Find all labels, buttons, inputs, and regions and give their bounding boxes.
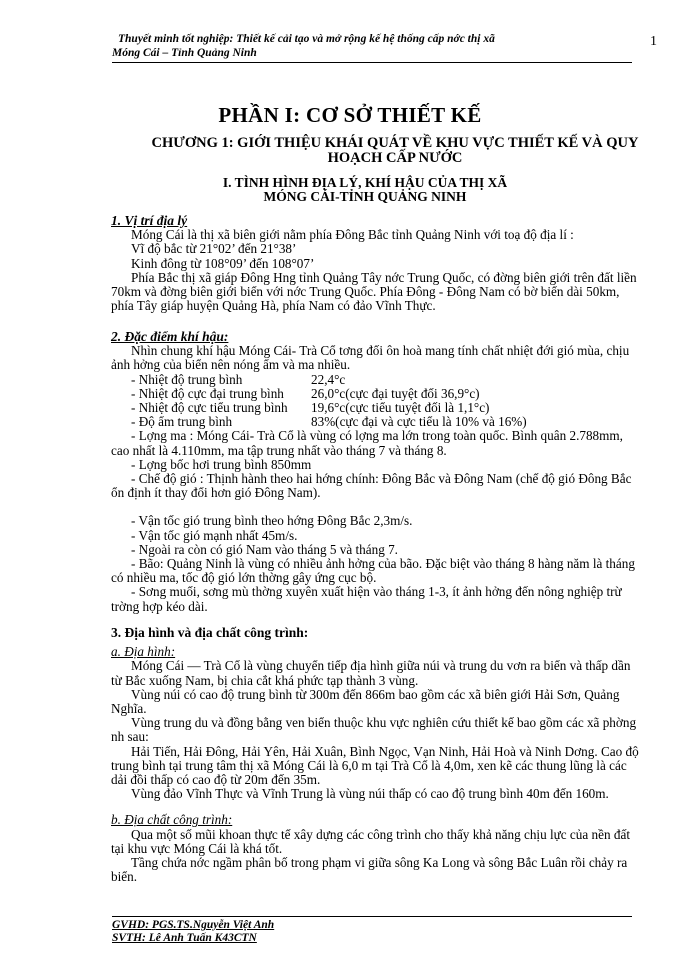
topography-paragraph-3: Vùng trung du và đồng bằng ven biển thuộc khu vực nghiên cứu thiết kế bao gồm các xã phờng nh sau: [111, 715, 637, 745]
topography-paragraph-4: Hải Tiến, Hải Đông, Hải Yên, Hải Xuân, Bình Ngọc, Vạn Ninh, Hải Hoà và Ninh Dơng. Cao độ trung bình tại trung tâm thị xã Móng Cái là 6,0 m tại Trà Cổ là 4,0m, xen kẽ các thung lũng là các dải đồi thấp có cao độ từ 20m đến 35m. [111, 743, 639, 788]
storm-paragraph: - Bão: Quảng Ninh là vùng có nhiều ảnh hởng của bão. Đặc biệt vào tháng 8 hàng năm là tháng có nhiều ma, tốc độ gió lớn thờng gây ứng cục bộ. [111, 555, 635, 586]
wind-regime-paragraph: - Chế độ gió : Thịnh hành theo hai hớng chính: Đông Bắc và Đông Nam (chế độ gió Đông Bắc ổn định ít thay đổi hơn gió Đông Nam). [111, 470, 632, 501]
terrain-heading: 3. Địa hình và địa chất công trình: [111, 625, 309, 640]
fog-paragraph: - Sơng muối, sơng mù thờng xuyên xuất hiện vào tháng 1-3, ít ảnh hởng đến nông nghiệp trừ trờng hợp kéo dài. [111, 584, 622, 614]
geology-paragraph-1: Qua một số mũi khoan thực tế xây dựng các công trình cho thấy khả năng chịu lực của nền đất tại khu vực Móng Cái là khá tốt. [111, 826, 630, 856]
footer-student: SVTH: Lê Anh Tuấn K43CTN [112, 932, 257, 944]
climate-value: 19,6°c(cực tiểu tuyệt đối là 1,1°c) [311, 399, 490, 415]
climate-row [111, 373, 643, 387]
chapter-title: CHƯƠNG 1: GIỚI THIỆU KHÁI QUÁT VỀ KHU VỰC THIẾT KẾ VÀ QUY HOẠCH CẤP NƯỚC [151, 135, 639, 166]
topography-paragraph-5: Vùng đảo Vĩnh Thực và Vĩnh Trung là vùng núi thấp có cao độ trung bình 40m đến 160m. [131, 786, 609, 802]
climate-heading: 2. Đặc điểm khí hậu: [111, 329, 229, 344]
wind-average-line: - Vận tốc gió trung bình theo hớng Đông Bắc 2,3m/s. [131, 513, 413, 529]
climate-label: - Độ ẩm trung bình [131, 414, 233, 430]
climate-label: - Nhiệt độ cực đại trung bình [131, 385, 284, 401]
topography-heading: a. Địa hình: [111, 644, 176, 660]
wind-max-line: - Vận tốc gió mạnh nhất 45m/s. [131, 527, 298, 543]
rainfall-paragraph: - Lợng ma : Móng Cái- Trà Cổ là vùng có lợng ma lớn trong toàn quốc. Bình quân 2.788mm, cao nhất là 4.110mm, ma tập trung nhất vào tháng 7 và tháng 8. [111, 428, 623, 458]
header-line-1: Thuyết minh tốt nghiệp: Thiết kế cải tạo và mở rộng kế hệ thống cấp nớc thị xã [118, 33, 495, 45]
location-heading: 1. Vị trí địa lý [111, 213, 188, 228]
section-location [111, 214, 643, 313]
latitude-line: Vĩ độ bắc từ 21°02’ đến 21°38’ [131, 241, 297, 257]
section-terrain [111, 626, 643, 884]
climate-row [111, 387, 643, 401]
climate-value: 83%(cực đại và cực tiểu là 10% và 16%) [311, 414, 527, 430]
section-climate [111, 330, 643, 614]
climate-value: 22,4°c [311, 371, 346, 387]
climate-label: - Nhiệt độ cực tiểu trung bình [131, 399, 288, 415]
climate-value: 26,0°c(cực đại tuyệt đối 36,9°c) [311, 385, 480, 401]
evaporation-line: - Lợng bốc hơi trung bình 850mm [131, 456, 312, 472]
footer-supervisor: GVHD: PGS.TS.Nguyễn Việt Anh [112, 919, 275, 931]
geology-heading: b. Địa chất công trình: [111, 812, 233, 828]
header-line-2: Móng Cái – Tỉnh Quảng Ninh [112, 47, 257, 59]
running-header [112, 32, 632, 60]
section-title-line-1: I. TÌNH HÌNH ĐỊA LÝ, KHÍ HẬU CỦA THỊ XÃ [222, 175, 508, 190]
section-title-line-2: MÓNG CÁI-TỈNH QUẢNG NINH [263, 189, 467, 204]
location-paragraph: Móng Cái là thị xã biên giới nằm phía Đông Bắc tỉnh Quảng Ninh với toạ độ địa lí : [131, 227, 574, 243]
geology-paragraph-2: Tầng chứa nớc ngầm phân bố trong phạm vi giữa sông Ka Long và sông Bắc Luân rồi chảy ra biển. [111, 855, 628, 885]
running-footer [112, 919, 274, 945]
climate-label: - Nhiệt độ trung bình [131, 371, 243, 387]
borders-paragraph: Phía Bắc thị xã giáp Đông Hng tỉnh Quảng Tây nớc Trung Quốc, có đờng biên giới trên đất liền 70km và đờng biên giới biển với nớc Trung Quốc. Phía Đông - Đông Nam có bờ biển dài 50km, phía Tây giáp huyện Quảng Hà, phía Nam có đảo Vĩnh Thực. [111, 269, 637, 314]
climate-intro: Nhìn chung khí hậu Móng Cái- Trà Cổ tơng đối ôn hoà mang tính chất nhiệt đới gió mùa, chịu ảnh hởng của biển nên nóng ẩm và ma nhiều. [111, 343, 630, 373]
climate-row [111, 415, 643, 429]
climate-row [111, 401, 643, 415]
south-wind-line: - Ngoài ra còn có gió Nam vào tháng 5 và tháng 7. [131, 541, 398, 557]
section-title [150, 176, 580, 204]
header-rule [112, 62, 632, 63]
part-title: PHẦN I: CƠ SỞ THIẾT KẾ [218, 103, 482, 127]
topography-paragraph-2: Vùng núi có cao độ trung bình từ 300m đến 866m bao gồm các xã biên giới Hải Sơn, Quảng Nghĩa. [111, 686, 620, 717]
page-number: 1 [650, 34, 657, 49]
topography-paragraph-1: Móng Cái — Trà Cổ là vùng chuyển tiếp địa hình giữa núi và trung du vơn ra biển và thấp dần từ Bắc xuống Nam, bị chia cắt khá phức tạp thành 3 vùng. [111, 658, 631, 688]
footer-rule [112, 916, 632, 917]
longitude-line: Kinh đông từ 108°09’ đến 108°07’ [131, 255, 315, 271]
